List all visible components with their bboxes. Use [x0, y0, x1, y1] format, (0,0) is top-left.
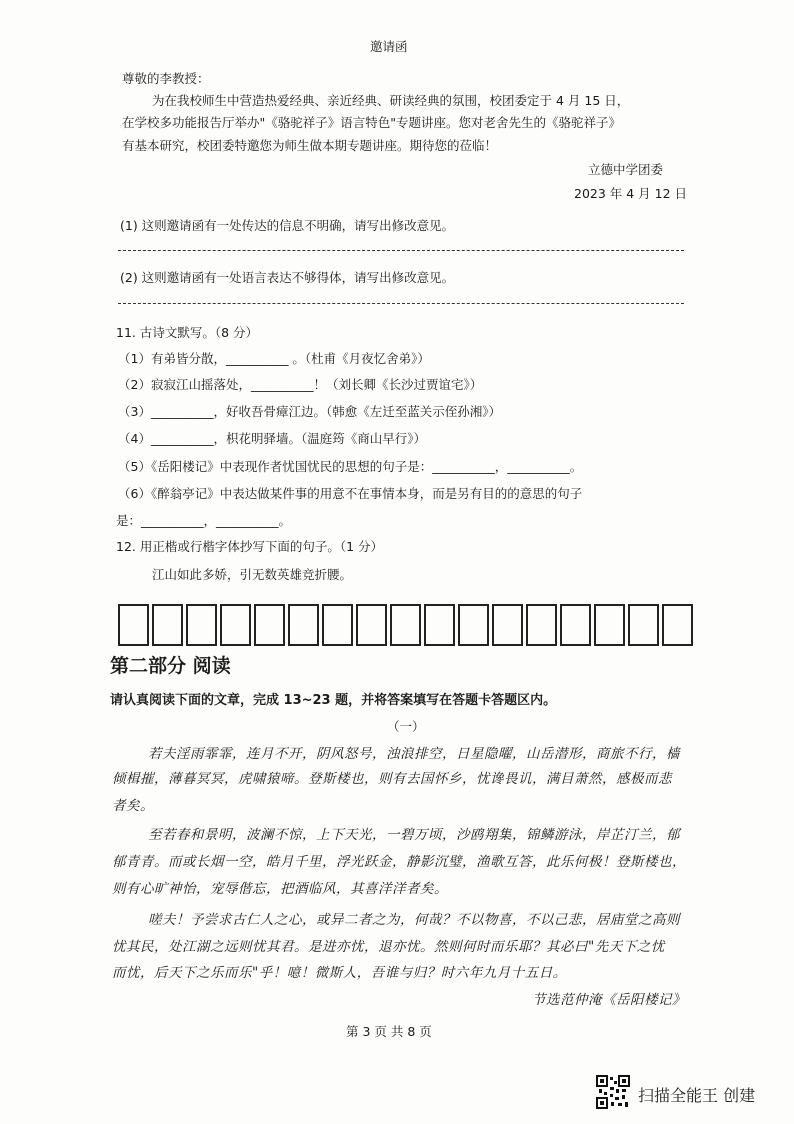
passage-line: 嗟夫！予尝求古仁人之心，或异二者之为，何哉？不以物喜，不以己悲，居庙堂之高则	[148, 912, 680, 928]
q11-line: （4）__________，枳花明驿墙。（温庭筠《商山早行》）	[118, 431, 426, 446]
invitation-date: 2023 年 4 月 12 日	[574, 186, 688, 201]
section-number: （一）	[387, 719, 425, 734]
q10-sub1: (1) 这则邀请函有一处传达的信息不明确，请写出修改意见。	[120, 218, 455, 233]
invitation-body-line: 有基本研究，校团委特邀您为师生做本期专题讲座。期待您的莅临！	[122, 138, 498, 153]
q12-title: 12. 用正楷或行楷字体抄写下面的句子。（1 分）	[116, 539, 384, 554]
grid-cell[interactable]	[186, 604, 217, 646]
writing-grid[interactable]	[118, 604, 696, 646]
passage-line: 忧其民，处江湖之远则忧其君。是进亦忧，退亦忧。然则何时而乐耶？其必曰"先天下之忧	[112, 939, 665, 955]
grid-cell[interactable]	[118, 604, 149, 646]
grid-cell[interactable]	[458, 604, 489, 646]
grid-cell[interactable]	[152, 604, 183, 646]
passage-line: 郁青青。而或长烟一空，皓月千里，浮光跃金，静影沉璧，渔歌互答，此乐何极！登斯楼也，	[112, 854, 686, 870]
q11-line: （1）有弟皆分散，__________ 。（杜甫《月夜忆舍弟》）	[118, 351, 430, 366]
watermark: 扫描全能王 创建	[638, 1086, 756, 1105]
grid-cell[interactable]	[390, 604, 421, 646]
passage-line: 而忧，后天下之乐而乐"乎！噫！微斯人，吾谁与归？时六年九月十五日。	[112, 965, 567, 981]
grid-cell[interactable]	[560, 604, 591, 646]
answer-line	[118, 250, 684, 251]
passage-source: 节选范仲淹《岳阳楼记》	[532, 992, 686, 1008]
q11-line: （6）《醉翁亭记》中表达做某件事的用意不在事情本身，而是另有目的的意思的句子	[118, 486, 583, 501]
q12-sentence: 江山如此多娇，引无数英雄竞折腰。	[152, 567, 353, 582]
passage-line: 至若春和景明，波澜不惊，上下天光，一碧万顷，沙鸥翔集，锦鳞游泳，岸芷汀兰，郁	[148, 827, 680, 843]
q11-title: 11. 古诗文默写。（8 分）	[116, 325, 259, 340]
grid-cell[interactable]	[594, 604, 625, 646]
salutation: 尊敬的李教授：	[122, 71, 210, 86]
grid-cell[interactable]	[492, 604, 523, 646]
grid-cell[interactable]	[628, 604, 659, 646]
q11-line: （2）寂寂江山摇落处，__________！（刘长卿《长沙过贾谊宅》）	[118, 377, 483, 392]
invitation-body-line: 在学校多功能报告厅举办"《骆驼祥子》语言特色"专题讲座。您对老舍先生的《骆驼祥子》	[122, 115, 622, 130]
page-number: 第 3 页 共 8 页	[346, 1024, 432, 1039]
grid-cell[interactable]	[288, 604, 319, 646]
grid-cell[interactable]	[662, 604, 693, 646]
qr-code-icon	[596, 1075, 630, 1109]
answer-line	[118, 303, 684, 304]
q11-line: （5）《岳阳楼记》中表现作者忧国忧民的思想的句子是：__________，__________。	[118, 459, 583, 474]
passage-line: 倾楫摧，薄暮冥冥，虎啸猿啼。登斯楼也，则有去国怀乡，忧谗畏讥，满目萧然，感极而悲	[112, 771, 672, 787]
invitation-title: 邀请函	[370, 39, 408, 54]
grid-cell[interactable]	[254, 604, 285, 646]
part2-instruction: 请认真阅读下面的文章，完成 13~23 题，并将答案填写在答题卡答题区内。	[110, 693, 557, 708]
q10-sub2: (2) 这则邀请函有一处语言表达不够得体，请写出修改意见。	[120, 270, 455, 285]
grid-cell[interactable]	[220, 604, 251, 646]
passage-line: 者矣。	[112, 798, 154, 814]
passage-line: 若夫淫雨霏霏，连月不开，阴风怒号，浊浪排空，日星隐曜，山岳潜形，商旅不行，樯	[148, 746, 680, 762]
invitation-body-line: 为在我校师生中营造热爱经典、亲近经典、研读经典的氛围，校团委定于 4 月 15 日，	[152, 93, 630, 108]
passage-line: 则有心旷神怡，宠辱偕忘，把酒临风，其喜洋洋者矣。	[112, 881, 448, 897]
grid-cell[interactable]	[356, 604, 387, 646]
grid-cell[interactable]	[322, 604, 353, 646]
q11-line: 是：__________，__________。	[116, 513, 292, 528]
invitation-signature: 立德中学团委	[588, 162, 664, 177]
q11-line: （3）__________，好收吾骨瘴江边。（韩愈《左迁至蓝关示侄孙湘》）	[118, 404, 501, 419]
part2-title: 第二部分 阅读	[110, 655, 231, 677]
grid-cell[interactable]	[424, 604, 455, 646]
grid-cell[interactable]	[526, 604, 557, 646]
